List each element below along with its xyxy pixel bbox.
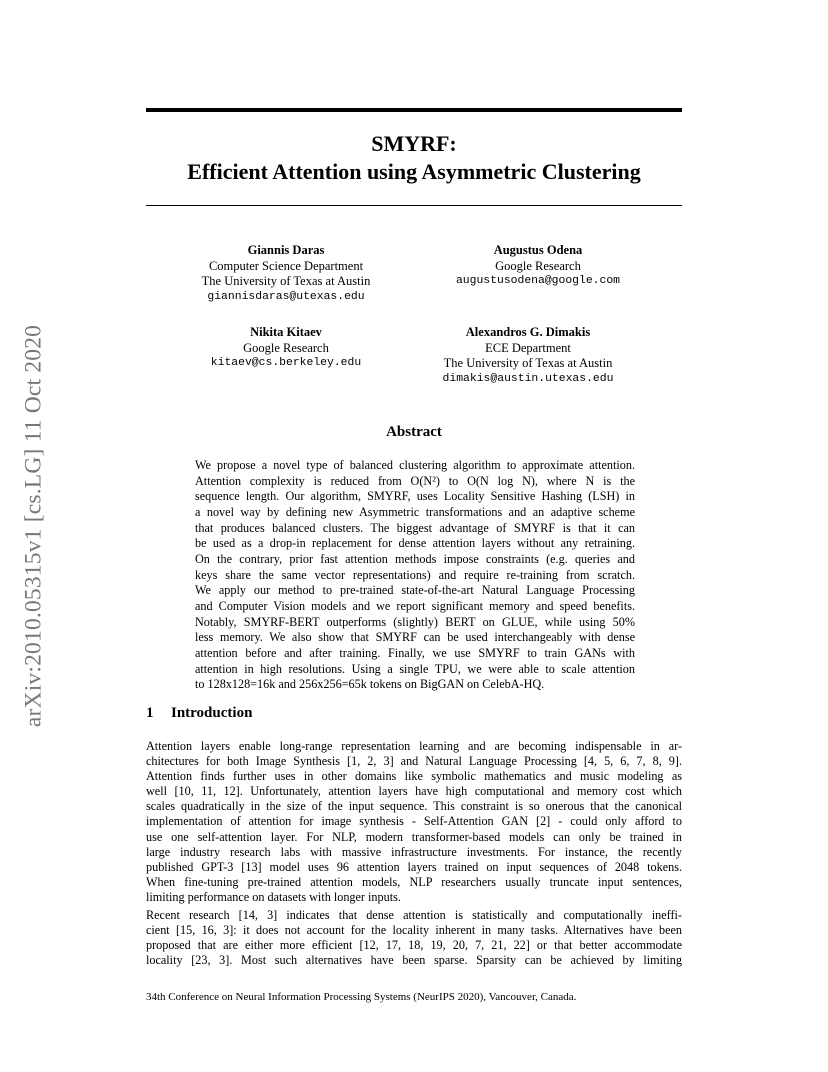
text-line: scales quadratically in the size of the input sequence. This constraint is so onerous that the canonical — [146, 799, 682, 814]
author-email[interactable]: giannisdaras@utexas.edu — [207, 290, 365, 303]
text-line: locality [23, 3]. Most such alternatives have been sparse. Sparsity can be achieved by limiting — [146, 953, 682, 968]
author-affiliation: The University of Texas at Austin — [201, 274, 371, 289]
paper-title — [146, 130, 682, 186]
intro-paragraph-1 — [146, 739, 682, 905]
text-line: implementation of attention for image synthesis - Self-Attention GAN [2] - could only afford to — [146, 814, 682, 829]
abstract-line: and Computer Vision models and we report significant memory and speed benefits. — [195, 598, 635, 613]
author-name: Alexandros G. Dimakis — [465, 325, 591, 339]
text-line: chitectures for both Image Synthesis [1, 2, 3] and Natural Language Processing [4, 5, 6, 7, 8, 9]. — [146, 754, 682, 769]
abstract-line: keys share the same vector representations) and require re-training from scratch. — [195, 567, 635, 582]
title-line-2: Efficient Attention using Asymmetric Clustering — [187, 159, 641, 184]
text-line: use one self-attention layer. For NLP, modern transformer-based models can only be trained in — [146, 829, 682, 844]
author-affiliation: The University of Texas at Austin — [443, 356, 613, 371]
abstract-line: be used as a drop-in replacement for dense attention layers without any retraining. — [195, 536, 635, 551]
section-heading-introduction — [146, 705, 252, 722]
text-line: well [10, 11, 12]. Unfortunately, attention layers have high computational and memory cost which — [146, 784, 682, 799]
author-affiliation: Google Research — [243, 340, 329, 355]
author-name: Giannis Daras — [247, 243, 325, 257]
arxiv-id: arXiv:2010.05315v1 [cs.LG] 11 Oct 2020 — [20, 324, 47, 728]
author-block-4 — [418, 325, 638, 387]
author-block-3 — [196, 325, 376, 372]
text-line: published GPT-3 [13] model uses 96 attention layers trained on input sequences of 2048 tokens. — [146, 859, 682, 874]
abstract-line: attention in high resolutions. Using a single TPU, we were able to scale attention — [195, 661, 635, 676]
author-email[interactable]: kitaev@cs.berkeley.edu — [210, 357, 362, 370]
abstract-line: We propose a novel type of balanced clustering algorithm to approximate attention. — [195, 458, 635, 472]
author-block-1 — [196, 243, 376, 305]
abstract-line: Notably, SMYRF-BERT outperforms (slightly) BERT on GLUE, while using 50% — [195, 614, 635, 629]
abstract-heading: Abstract — [386, 424, 442, 440]
author-affiliation: ECE Department — [485, 340, 571, 355]
abstract-line: On the contrary, prior fast attention methods impose constraints (e.g. queries and — [195, 551, 635, 566]
abstract-line: We apply our method to pre-trained state-of-the-art Natural Language Processing — [195, 583, 635, 598]
author-affiliation: Google Research — [495, 258, 581, 273]
author-name: Nikita Kitaev — [250, 325, 322, 339]
text-line: Attention finds further uses in other domains like symbolic mathematics and music modeling as — [146, 769, 682, 784]
text-line: proposed that are either more efficient [12, 17, 18, 19, 20, 7, 21, 22] or that better accommodate — [146, 938, 682, 953]
author-affiliation: Computer Science Department — [208, 258, 364, 273]
author-email[interactable]: dimakis@austin.utexas.edu — [442, 372, 614, 385]
abstract-line: a novel way by defining new Asymmetric transformations and an adaptive scheme — [195, 504, 635, 519]
text-line: large industry research labs with massive infrastructure investments. For instance, the recently — [146, 844, 682, 859]
author-block-2 — [428, 243, 648, 290]
section-number: 1 — [146, 705, 154, 721]
abstract-body — [195, 458, 635, 693]
section-title: Introduction — [171, 705, 253, 721]
text-line: limiting performance on datasets with longer inputs. — [146, 889, 401, 904]
author-name: Augustus Odena — [493, 243, 583, 257]
abstract-line: attention before and after training. Finally, we use SMYRF to train GANs with — [195, 645, 635, 660]
intro-paragraph-2 — [146, 908, 682, 968]
abstract-line: Attention complexity is reduced from O(N²) to O(N log N), where N is the — [195, 473, 635, 488]
text-line: When fine-tuning pre-trained attention models, NLP researchers usually truncate input sentences, — [146, 874, 682, 889]
title-top-rule — [146, 108, 682, 112]
text-line: Attention layers enable long-range representation learning and are becoming indispensable in ar- — [146, 739, 682, 753]
abstract-line: to 128x128=16k and 256x256=65k tokens on BigGAN on CelebA-HQ. — [195, 677, 545, 692]
text-line: cient [15, 16, 3]: it does not account for the locality inherent in many tasks. Alternatives have been — [146, 923, 682, 938]
author-email[interactable]: augustusodena@google.com — [455, 275, 621, 288]
title-line-1: SMYRF: — [371, 131, 457, 156]
abstract-line: that produces balanced clusters. The biggest advantage of SMYRF is that it can — [195, 520, 635, 535]
title-bottom-rule — [146, 205, 682, 206]
abstract-line: less memory. We also show that SMYRF can be used interchangeably with dense — [195, 630, 635, 645]
text-line: Recent research [14, 3] indicates that dense attention is statistically and computationally ineffi- — [146, 908, 682, 922]
conference-footnote: 34th Conference on Neural Information Processing Systems (NeurIPS 2020), Vancouver, Canada. — [146, 991, 577, 1003]
abstract-line: sequence length. Our algorithm, SMYRF, uses Locality Sensitive Hashing (LSH) in — [195, 489, 635, 504]
